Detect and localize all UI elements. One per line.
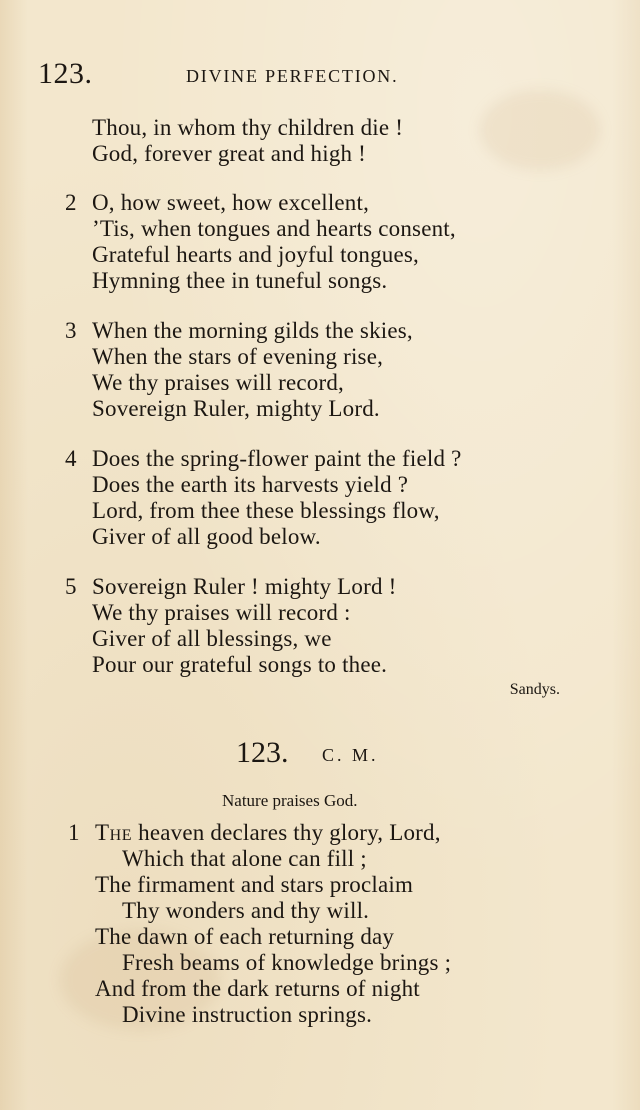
verse-line: Fresh beams of knowledge brings ; [122, 950, 452, 975]
verse-line-first [95, 820, 441, 846]
hymn-meter: C. M. [322, 745, 379, 765]
verse-line: When the morning gilds the skies, [92, 318, 413, 343]
verse-line: Giver of all blessings, we [92, 626, 332, 651]
verse-line: When the stars of evening rise, [92, 344, 384, 369]
verse-line: Sovereign Ruler, mighty Lord. [92, 396, 380, 421]
stanza-number: 4 [65, 446, 77, 471]
stanza-number: 5 [65, 574, 77, 599]
verse-line: The dawn of each returning day [95, 924, 395, 949]
hymn-number: 123. [236, 736, 289, 769]
verse-line: We thy praises will record : [92, 600, 351, 625]
verse-line: Hymning thee in tuneful songs. [92, 268, 388, 293]
running-title: DIVINE PERFECTION. [186, 66, 399, 86]
verse-line: Does the earth its harvests yield ? [92, 472, 409, 497]
verse-line: Giver of all good below. [92, 524, 321, 549]
author-attribution: Sandys. [509, 681, 560, 698]
verse-line: Pour our grateful songs to thee. [92, 652, 388, 677]
verse-line: Grateful hearts and joyful tongues, [92, 242, 419, 267]
first-line-text: heaven declares thy glory, Lord, [132, 820, 441, 845]
verse-line: Does the spring-flower paint the field ? [92, 446, 462, 471]
verse-line: Divine instruction springs. [122, 1002, 373, 1027]
hymn-subtitle: Nature praises God. [222, 791, 358, 810]
verse-line: God, forever great and high ! [92, 141, 367, 166]
stanza-number: 2 [65, 190, 77, 215]
verse-line: Sovereign Ruler ! mighty Lord ! [92, 574, 397, 599]
verse-line: Thou, in whom thy children die ! [92, 115, 404, 140]
verse-line: Which that alone can fill ; [122, 846, 367, 871]
verse-line: Thy wonders and thy will. [122, 898, 370, 923]
verse-line: The firmament and stars proclaim [95, 872, 414, 897]
hymn-123-heading [0, 736, 640, 776]
verse-line: And from the dark returns of night [95, 976, 420, 1001]
drop-word: The [95, 820, 133, 845]
verse-line: We thy praises will record, [92, 370, 344, 395]
paper-stain [480, 90, 600, 170]
stanza-number: 1 [68, 820, 80, 845]
verse-line: Lord, from thee these blessings flow, [92, 498, 440, 523]
verse-line: ’Tis, when tongues and hearts consent, [92, 216, 456, 241]
verse-line: O, how sweet, how excellent, [92, 190, 370, 215]
page-header [0, 56, 640, 96]
page-number: 123. [38, 57, 93, 90]
stanza-number: 3 [65, 318, 77, 343]
